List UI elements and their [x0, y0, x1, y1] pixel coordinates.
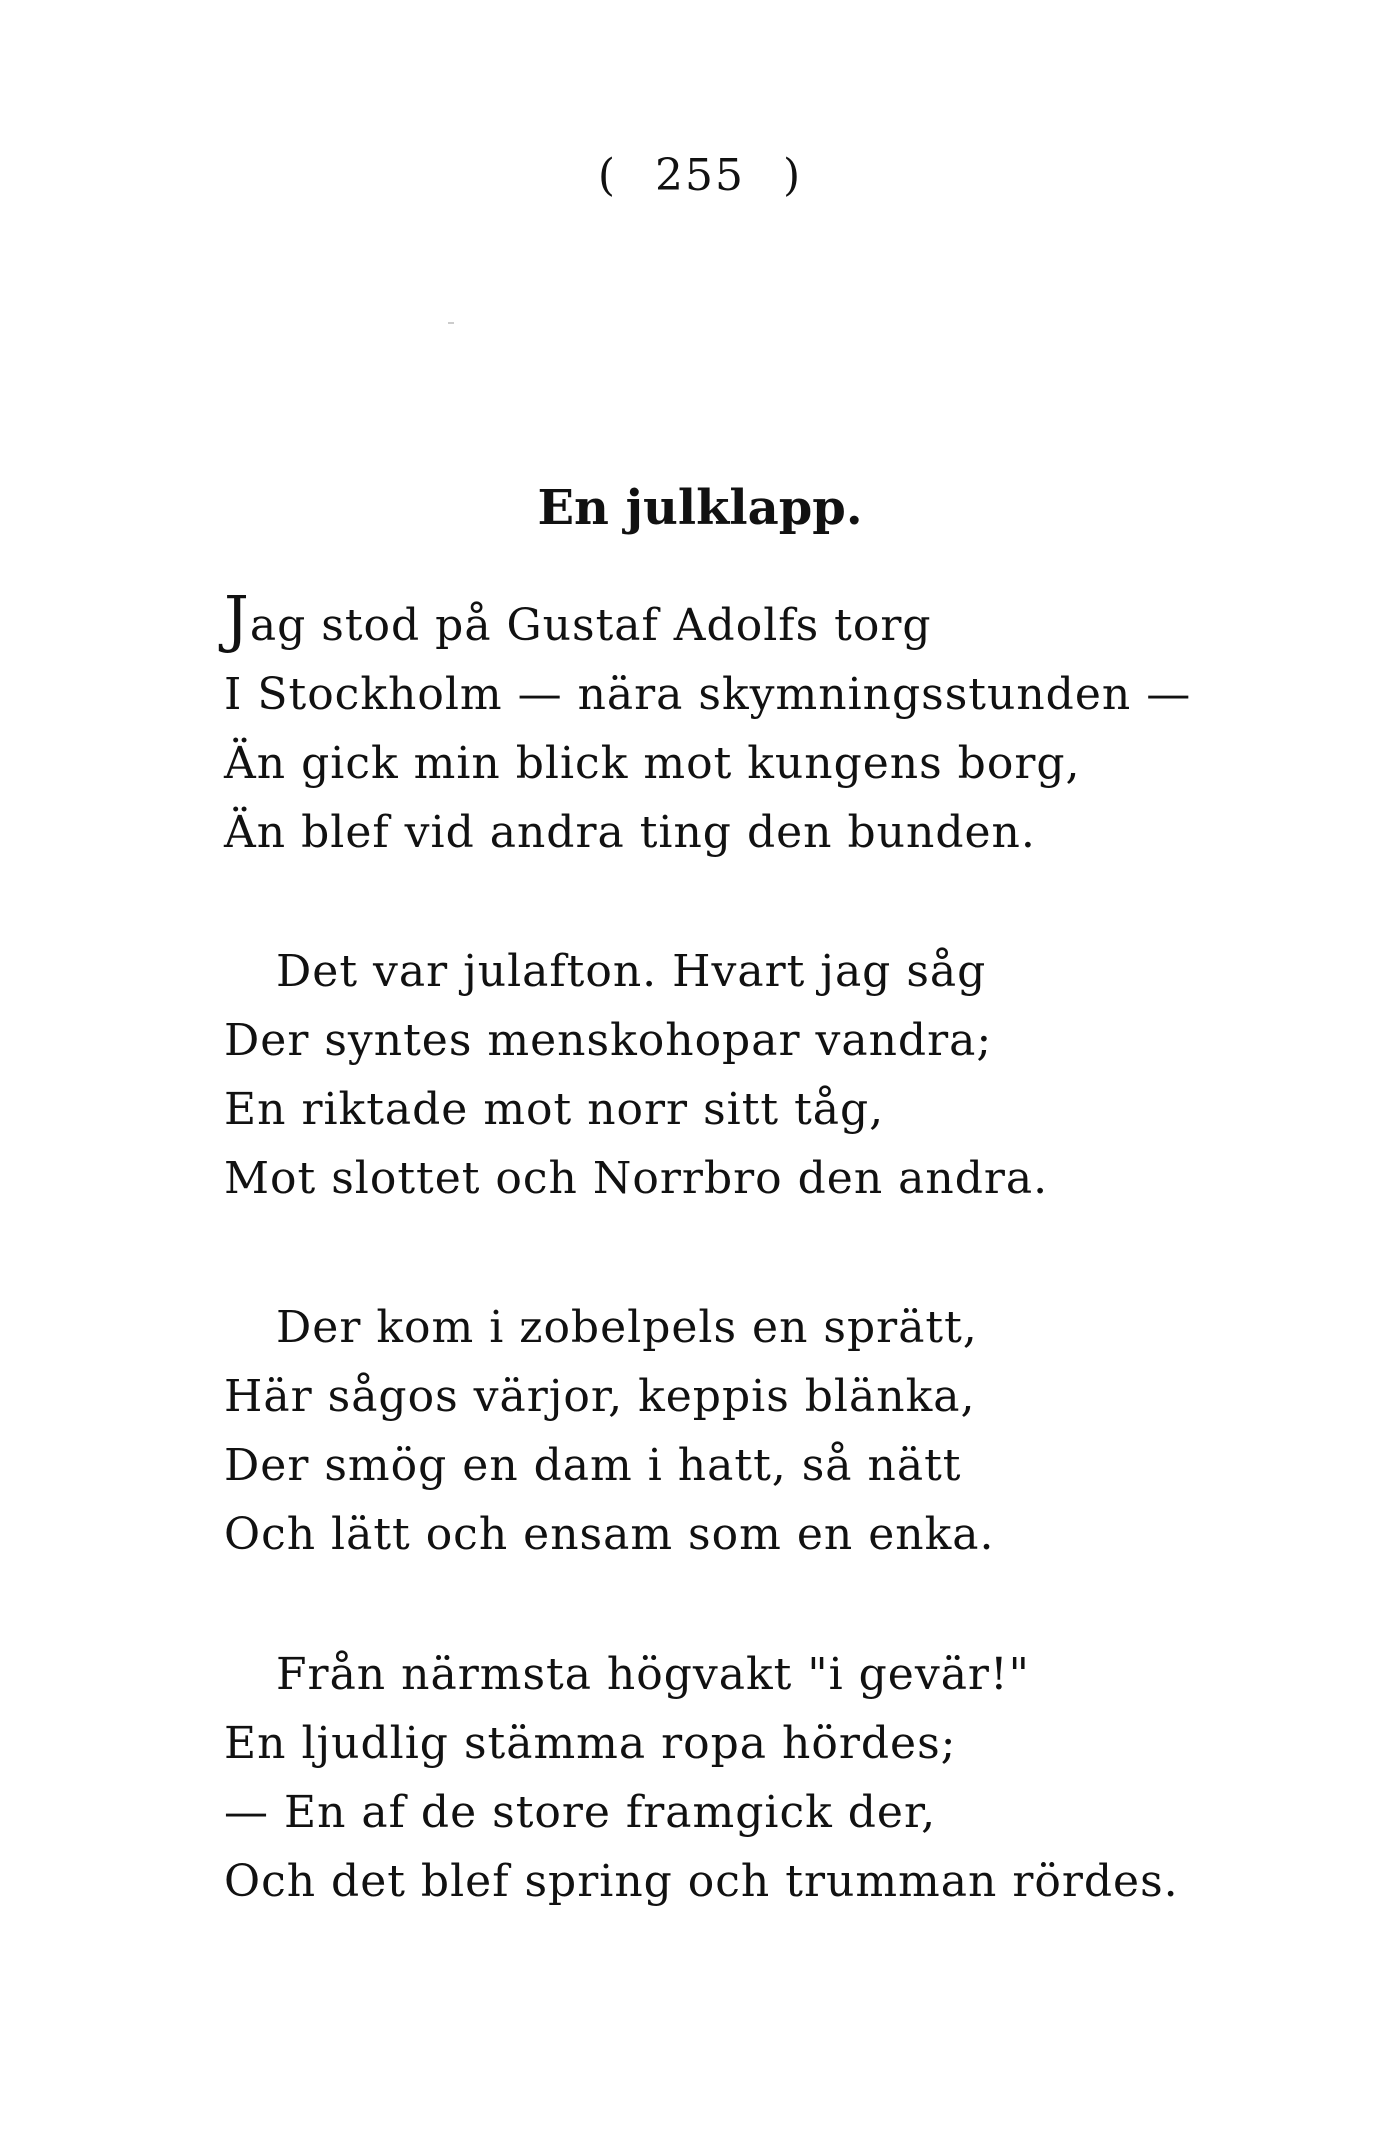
page-number	[0, 150, 1400, 201]
stanza-1-line-1	[224, 584, 1224, 660]
paper-speck	[448, 322, 454, 324]
stanza-1	[224, 584, 1224, 867]
stanza-2-line-2: Der syntes menskohopar vandra;	[224, 1015, 993, 1066]
page-number-close-paren: )	[782, 150, 803, 201]
stanza-3-line-1: Der kom i zobelpels en sprätt,	[276, 1302, 978, 1353]
stanza-2-line-1: Det var julafton. Hvart jag såg	[276, 946, 987, 997]
stanza-1-line-1-text: ag stod på Gustaf Adolfs torg	[249, 600, 932, 651]
stanza-4-line-1: Från närmsta högvakt "i gevär!"	[276, 1649, 1030, 1700]
stanza-1-line-3: Än gick min blick mot kungens borg,	[224, 738, 1081, 789]
initial-letter: J	[224, 582, 250, 655]
page-number-open-paren: (	[597, 150, 617, 201]
stanza-3-line-2: Här sågos värjor, keppis blänka,	[224, 1371, 976, 1422]
stanza-4-line-3: — En af de store framgick der,	[224, 1787, 937, 1838]
stanza-3	[224, 1293, 1224, 1569]
stanza-4-line-4: Och det blef spring och trumman rördes.	[224, 1856, 1179, 1907]
stanza-4	[224, 1640, 1224, 1916]
stanza-1-line-4: Än blef vid andra ting den bunden.	[224, 807, 1036, 858]
stanza-4-line-2: En ljudlig stämma ropa hördes;	[224, 1718, 957, 1769]
stanza-2	[224, 937, 1224, 1213]
page-number-value: 255	[655, 150, 745, 201]
stanza-3-line-4: Och lätt och ensam som en enka.	[224, 1509, 995, 1560]
stanza-2-line-4: Mot slottet och Norrbro den andra.	[224, 1153, 1049, 1204]
stanza-3-line-3: Der smög en dam i hatt, så nätt	[224, 1440, 962, 1491]
poem-title: En julklapp.	[537, 480, 863, 536]
stanza-1-line-2: I Stockholm — nära skymningsstunden —	[224, 669, 1192, 720]
stanza-2-line-3: En riktade mot norr sitt tåg,	[224, 1084, 885, 1135]
